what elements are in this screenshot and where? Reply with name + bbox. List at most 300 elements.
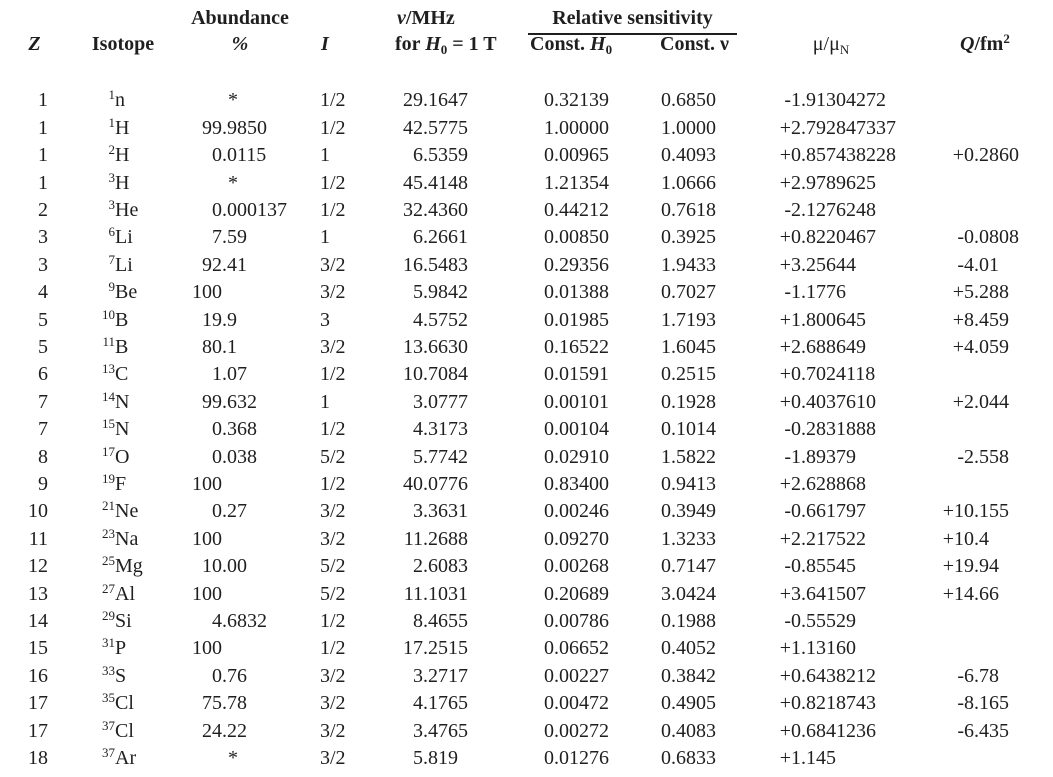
cell-freq-frac: .0776 — [423, 472, 468, 495]
cell-mu: +1 — [779, 308, 801, 331]
cell-sh: 0 — [544, 390, 554, 413]
isotope-symbol: Li — [115, 253, 133, 276]
cell-sn-frac: .5822 — [671, 445, 716, 468]
cell-sn-frac: .4093 — [671, 144, 716, 167]
cell-sn-frac: .6833 — [671, 746, 716, 769]
cell-freq-frac: .9842 — [423, 281, 468, 304]
const-h0-header — [530, 31, 612, 59]
cell-spin: 3/2 — [320, 253, 346, 276]
cell-spin: 1/2 — [320, 472, 346, 495]
cell-freq: 45 — [403, 171, 423, 194]
isotope-mass-number: 27 — [102, 580, 115, 596]
table-row — [0, 553, 1053, 580]
cell-sh: 0 — [544, 555, 554, 578]
cell-ab: 100 — [192, 472, 222, 495]
isotope-mass-number: 14 — [102, 388, 115, 404]
cell-mu-frac: .1776 — [801, 281, 846, 304]
cell-z: 9 — [38, 472, 48, 495]
cell-sn-frac: .0424 — [671, 582, 716, 605]
cell-mu-frac: .91304272 — [801, 89, 886, 112]
cell-sh: 0 — [544, 637, 554, 660]
cell-freq: 5 — [413, 281, 423, 304]
cell-z: 10 — [28, 500, 48, 523]
cell-sn-frac: .0000 — [671, 116, 716, 139]
cell-q-frac: .288 — [974, 281, 1009, 304]
cell-spin: 3/2 — [320, 746, 346, 769]
cell-freq: 11 — [403, 527, 423, 550]
cell-sn: 0 — [661, 664, 671, 687]
cell-z: 3 — [38, 253, 48, 276]
cell-ab-frac: .9 — [222, 308, 237, 331]
cell-freq: 3 — [413, 664, 423, 687]
cell-sn: 0 — [661, 226, 671, 249]
cell-freq-frac: .2515 — [423, 637, 468, 660]
isotope-mass-number: 25 — [102, 553, 115, 569]
cell-spin: 5/2 — [320, 582, 346, 605]
cond-pre: for — [395, 33, 426, 55]
cell-q-frac: .459 — [974, 308, 1009, 331]
cell-mu-frac: .800645 — [801, 308, 866, 331]
table-row — [0, 334, 1053, 361]
cell-sn: 0 — [661, 144, 671, 167]
cell-freq: 5 — [413, 445, 423, 468]
h-field-subscript: 0 — [605, 42, 613, 57]
table-header-row-2 — [0, 31, 1053, 57]
cell-mu: +2 — [779, 472, 801, 495]
cell-sn: 0 — [661, 363, 671, 386]
cell-mu-frac: .6841236 — [801, 719, 876, 742]
cell-sn-frac: .1014 — [671, 418, 716, 441]
cell-sn-frac: .7193 — [671, 308, 716, 331]
cell-freq: 29 — [403, 89, 423, 112]
field-condition-header — [395, 31, 497, 59]
cell-spin: 3/2 — [320, 664, 346, 687]
cell-sh-frac: .00786 — [554, 609, 609, 632]
cell-q-frac: .2860 — [974, 144, 1019, 167]
cell-ab: 100 — [192, 527, 222, 550]
cell-spin: 1/2 — [320, 609, 346, 632]
cell-ab: 0 — [212, 445, 222, 468]
cell-z: 6 — [38, 363, 48, 386]
cell-ab: 10 — [202, 555, 222, 578]
isotope-symbol: B — [115, 335, 129, 358]
cell-sn-frac: .6850 — [671, 89, 716, 112]
cell-mu: -1 — [784, 445, 801, 468]
cell-spin: 1/2 — [320, 89, 346, 112]
cell-q-frac: .4 — [974, 527, 989, 550]
isotope-mass-number: 1 — [108, 87, 115, 103]
cell-sn: 0 — [661, 692, 671, 715]
cell-freq: 3 — [413, 719, 423, 742]
cell-sh: 0 — [544, 664, 554, 687]
cell-spin: 3/2 — [320, 719, 346, 742]
cell-sn: 0 — [661, 719, 671, 742]
cell-freq: 40 — [403, 472, 423, 495]
cell-sh: 0 — [544, 582, 554, 605]
cell-z: 14 — [28, 609, 48, 632]
cell-freq-frac: .4765 — [423, 719, 468, 742]
isotope-symbol: n — [115, 89, 125, 112]
cell-ab: 75 — [202, 692, 222, 715]
cell-z: 13 — [28, 582, 48, 605]
cell-ab: 0 — [212, 144, 222, 167]
isotope-mass-number: 17 — [102, 443, 115, 459]
cell-sh: 0 — [544, 144, 554, 167]
cell-sn: 0 — [661, 198, 671, 221]
table-row — [0, 498, 1053, 525]
cell-sn-frac: .3925 — [671, 226, 716, 249]
cell-q: +10 — [942, 527, 974, 550]
cell-freq: 42 — [403, 116, 423, 139]
isotope-symbol: Ne — [115, 500, 139, 523]
cell-sh-frac: .00965 — [554, 144, 609, 167]
table-row — [0, 526, 1053, 553]
cell-mu-frac: .6438212 — [801, 664, 876, 687]
cell-sh: 0 — [544, 198, 554, 221]
h-field-symbol: H — [425, 33, 441, 55]
cell-z: 7 — [38, 418, 48, 441]
cell-ab: 0 — [212, 500, 222, 523]
cell-spin: 1/2 — [320, 171, 346, 194]
cell-sn: 0 — [661, 746, 671, 769]
cell-sh-frac: .29356 — [554, 253, 609, 276]
cell-z: 11 — [28, 527, 48, 550]
cell-ab-frac: .22 — [222, 719, 247, 742]
cell-freq-frac: .0777 — [423, 390, 468, 413]
cell-mu: +0 — [779, 719, 801, 742]
cell-sh-frac: .09270 — [554, 527, 609, 550]
cell-sh: 1 — [544, 116, 554, 139]
cell-sh-frac: .01985 — [554, 308, 609, 331]
cell-freq: 32 — [403, 198, 423, 221]
cell-freq: 6 — [413, 144, 423, 167]
relative-sensitivity-header: Relative sensitivity — [552, 7, 713, 29]
cell-sn: 0 — [661, 500, 671, 523]
cell-freq-frac: .1647 — [423, 89, 468, 112]
cell-sh: 0 — [544, 746, 554, 769]
cell-sh: 0 — [544, 609, 554, 632]
cell-ab-frac: .1 — [222, 335, 237, 358]
cell-ab: 80 — [202, 335, 222, 358]
cell-mu-frac: .4037610 — [801, 390, 876, 413]
cell-ab: 99 — [202, 116, 222, 139]
cell-sh-frac: .01276 — [554, 746, 609, 769]
cell-freq-frac: .5752 — [423, 308, 468, 331]
const-label: Const. — [530, 33, 591, 55]
isotope-mass-number: 13 — [102, 361, 115, 377]
table-row — [0, 718, 1053, 745]
cell-freq-frac: .1031 — [423, 582, 468, 605]
isotope-symbol: Ar — [115, 746, 137, 769]
cell-sh-frac: .00000 — [554, 116, 609, 139]
cell-freq: 17 — [403, 637, 423, 660]
cell-z: 12 — [28, 555, 48, 578]
cell-sh-frac: .01591 — [554, 363, 609, 386]
cell-freq-frac: .4360 — [423, 198, 468, 221]
cell-mu-frac: .688649 — [801, 335, 866, 358]
abundance-unit-header: % — [231, 33, 249, 55]
cell-sn-frac: .3949 — [671, 500, 716, 523]
cell-sn: 0 — [661, 390, 671, 413]
cell-z: 8 — [38, 445, 48, 468]
cell-mu: +2 — [779, 171, 801, 194]
cell-ab-asterisk: * — [228, 171, 238, 194]
cell-q: +2 — [952, 390, 974, 413]
table-row — [0, 690, 1053, 717]
cell-q-frac: .435 — [974, 719, 1009, 742]
cell-ab: 19 — [202, 308, 222, 331]
cell-sh: 0 — [544, 226, 554, 249]
cell-mu: -2 — [784, 198, 801, 221]
cell-freq: 2 — [413, 555, 423, 578]
cell-sn: 0 — [661, 89, 671, 112]
cell-sh-frac: .00101 — [554, 390, 609, 413]
table-row — [0, 608, 1053, 635]
table-row — [0, 471, 1053, 498]
isotope-mass-number: 19 — [102, 470, 115, 486]
isotope-symbol: Si — [115, 609, 132, 632]
table-row — [0, 745, 1053, 772]
table-row — [0, 444, 1053, 471]
cell-sh-frac: .00850 — [554, 226, 609, 249]
cell-freq: 8 — [413, 609, 423, 632]
cell-q-frac: .558 — [974, 445, 1009, 468]
cell-sn: 3 — [661, 582, 671, 605]
cell-ab-frac: .038 — [222, 445, 257, 468]
quadrupole-header — [960, 31, 1010, 59]
cell-mu: +0 — [779, 226, 801, 249]
cell-ab: 0 — [212, 418, 222, 441]
cell-mu-frac: .2831888 — [801, 418, 876, 441]
cell-z: 5 — [38, 335, 48, 358]
cell-ab-frac: .6832 — [222, 609, 267, 632]
isotope-mass-number: 1 — [108, 114, 115, 130]
cell-freq-frac: .7742 — [423, 445, 468, 468]
cell-mu: -1 — [784, 281, 801, 304]
isotope-mass-number: 7 — [108, 251, 115, 267]
cell-q: +0 — [952, 144, 974, 167]
cell-sn-frac: .1928 — [671, 390, 716, 413]
cell-z: 1 — [38, 116, 48, 139]
cell-sn: 0 — [661, 472, 671, 495]
cell-mu: -0 — [784, 500, 801, 523]
cell-q-frac: .059 — [974, 335, 1009, 358]
cell-sn-frac: .3233 — [671, 527, 716, 550]
cell-ab-frac: .78 — [222, 692, 247, 715]
cell-ab-frac: .00 — [222, 555, 247, 578]
isotope-symbol: He — [115, 198, 139, 221]
cell-sh: 0 — [544, 89, 554, 112]
cell-mu: +0 — [779, 144, 801, 167]
cell-ab-frac: .41 — [222, 253, 247, 276]
cell-ab: 7 — [212, 226, 222, 249]
isotope-mass-number: 10 — [102, 306, 115, 322]
cell-q-frac: .94 — [974, 555, 999, 578]
cell-freq-frac: .2688 — [423, 527, 468, 550]
cell-ab: 100 — [192, 281, 222, 304]
cell-z: 4 — [38, 281, 48, 304]
isotope-symbol: O — [115, 445, 130, 468]
isotope-mass-number: 3 — [108, 196, 115, 212]
isotope-mass-number: 2 — [108, 142, 115, 158]
cell-ab: 100 — [192, 582, 222, 605]
cell-ab-frac: .27 — [222, 500, 247, 523]
cell-sh: 0 — [544, 500, 554, 523]
cell-sn: 1 — [661, 527, 671, 550]
z-header: Z — [28, 33, 41, 55]
isotope-mass-number: 33 — [102, 662, 115, 678]
cell-mu: +0 — [779, 363, 801, 386]
cell-q-frac: .66 — [974, 582, 999, 605]
cell-sn-frac: .4052 — [671, 637, 716, 660]
cell-sn-frac: .6045 — [671, 335, 716, 358]
cell-sh-frac: .01388 — [554, 281, 609, 304]
cell-spin: 3/2 — [320, 692, 346, 715]
cell-freq-frac: .2661 — [423, 226, 468, 249]
table-row — [0, 307, 1053, 334]
cell-spin: 1 — [320, 226, 330, 249]
cell-mu-frac: .145 — [801, 746, 836, 769]
cell-sn-frac: .4083 — [671, 719, 716, 742]
cell-ab: 99 — [202, 390, 222, 413]
cell-spin: 1/2 — [320, 116, 346, 139]
cell-sn-frac: .7147 — [671, 555, 716, 578]
cell-sh-frac: .02910 — [554, 445, 609, 468]
cell-freq: 11 — [403, 582, 423, 605]
cell-ab-frac: .632 — [222, 390, 257, 413]
cell-freq-frac: .3173 — [423, 418, 468, 441]
cell-q: +5 — [952, 281, 974, 304]
table-row — [0, 581, 1053, 608]
mu-label: μ/μ — [812, 33, 840, 55]
cell-mu: +2 — [779, 116, 801, 139]
cell-q: +4 — [952, 335, 974, 358]
cell-freq: 4 — [413, 692, 423, 715]
cell-sn-frac: .7618 — [671, 198, 716, 221]
q-symbol: Q — [960, 33, 975, 55]
cell-sh-frac: .06652 — [554, 637, 609, 660]
isotope-symbol: Be — [115, 281, 138, 304]
isotope-mass-number: 37 — [102, 744, 115, 760]
cell-q-frac: .78 — [974, 664, 999, 687]
cell-freq-frac: .5483 — [423, 253, 468, 276]
cell-sh-frac: .20689 — [554, 582, 609, 605]
cell-ab: 92 — [202, 253, 222, 276]
cell-ab: 0 — [212, 664, 222, 687]
cell-sn-frac: .2515 — [671, 363, 716, 386]
cell-mu-frac: .641507 — [801, 582, 866, 605]
isotope-symbol: H — [115, 171, 130, 194]
cell-mu-frac: .217522 — [801, 527, 866, 550]
cell-spin: 1 — [320, 144, 330, 167]
cell-mu-frac: .55529 — [801, 609, 856, 632]
cell-q: -0 — [957, 226, 974, 249]
cell-ab: 100 — [192, 637, 222, 660]
cell-q-frac: .044 — [974, 390, 1009, 413]
cell-q-frac: .0808 — [974, 226, 1019, 249]
abundance-header: Abundance — [191, 7, 289, 29]
cell-mu-frac: .89379 — [801, 445, 856, 468]
cell-ab: 1 — [212, 363, 222, 386]
cell-sh-frac: .00227 — [554, 664, 609, 687]
cell-spin: 5/2 — [320, 555, 346, 578]
cell-sn-frac: .0666 — [671, 171, 716, 194]
cell-sh: 1 — [544, 171, 554, 194]
h-field-symbol: H — [590, 33, 606, 55]
table-row — [0, 416, 1053, 443]
isotope-mass-number: 31 — [102, 635, 115, 651]
cell-freq: 6 — [413, 226, 423, 249]
cell-mu: +1 — [779, 637, 801, 660]
cell-sh: 0 — [544, 363, 554, 386]
isotope-symbol: F — [115, 472, 127, 495]
cell-q-frac: .01 — [974, 253, 999, 276]
cell-mu: +2 — [779, 335, 801, 358]
cell-ab: 24 — [202, 719, 222, 742]
isotope-symbol: H — [115, 144, 130, 167]
frequency-header — [397, 4, 455, 32]
cell-z: 16 — [28, 664, 48, 687]
freq-unit: /MHz — [405, 7, 455, 29]
table-row — [0, 170, 1053, 197]
cell-freq-frac: .4148 — [423, 171, 468, 194]
cell-mu-frac: .13160 — [801, 637, 856, 660]
cell-z: 17 — [28, 719, 48, 742]
cell-mu-frac: .792847337 — [801, 116, 896, 139]
cell-sh-frac: .00246 — [554, 500, 609, 523]
cell-mu-frac: .661797 — [801, 500, 866, 523]
cell-q: -6 — [957, 664, 974, 687]
cell-mu: +0 — [779, 390, 801, 413]
cell-ab: 0 — [212, 198, 222, 221]
cell-sn-frac: .9413 — [671, 472, 716, 495]
cell-ab: 4 — [212, 609, 222, 632]
isotope-symbol: Na — [115, 527, 139, 550]
isotope-mass-number: 6 — [108, 224, 115, 240]
cell-q: -8 — [957, 692, 974, 715]
cell-freq: 3 — [413, 500, 423, 523]
cell-z: 1 — [38, 89, 48, 112]
table-row — [0, 279, 1053, 306]
isotope-mass-number: 23 — [102, 525, 115, 541]
cell-sn: 0 — [661, 609, 671, 632]
cell-q: +14 — [942, 582, 974, 605]
cell-mu: +2 — [779, 527, 801, 550]
cell-sh: 0 — [544, 719, 554, 742]
cell-mu: +1 — [779, 746, 801, 769]
cell-q: +10 — [942, 500, 974, 523]
cell-sn-frac: .9433 — [671, 253, 716, 276]
nu-symbol: ν — [397, 7, 406, 29]
isotope-symbol: P — [115, 637, 127, 660]
cell-sh-frac: .00272 — [554, 719, 609, 742]
cell-freq-frac: .4655 — [423, 609, 468, 632]
cell-sh: 0 — [544, 253, 554, 276]
table-row — [0, 87, 1053, 114]
q-unit: /fm — [974, 33, 1004, 55]
cell-mu-frac: .85545 — [801, 555, 856, 578]
cell-freq: 4 — [413, 418, 423, 441]
cell-mu: -0 — [784, 418, 801, 441]
cell-spin: 1/2 — [320, 637, 346, 660]
cell-sh-frac: .00268 — [554, 555, 609, 578]
cell-q: -4 — [957, 253, 974, 276]
isotope-symbol: Cl — [115, 692, 134, 715]
cell-z: 18 — [28, 746, 48, 769]
cell-mu: +3 — [779, 253, 801, 276]
cell-mu: -0 — [784, 609, 801, 632]
isotope-symbol: S — [115, 664, 127, 687]
